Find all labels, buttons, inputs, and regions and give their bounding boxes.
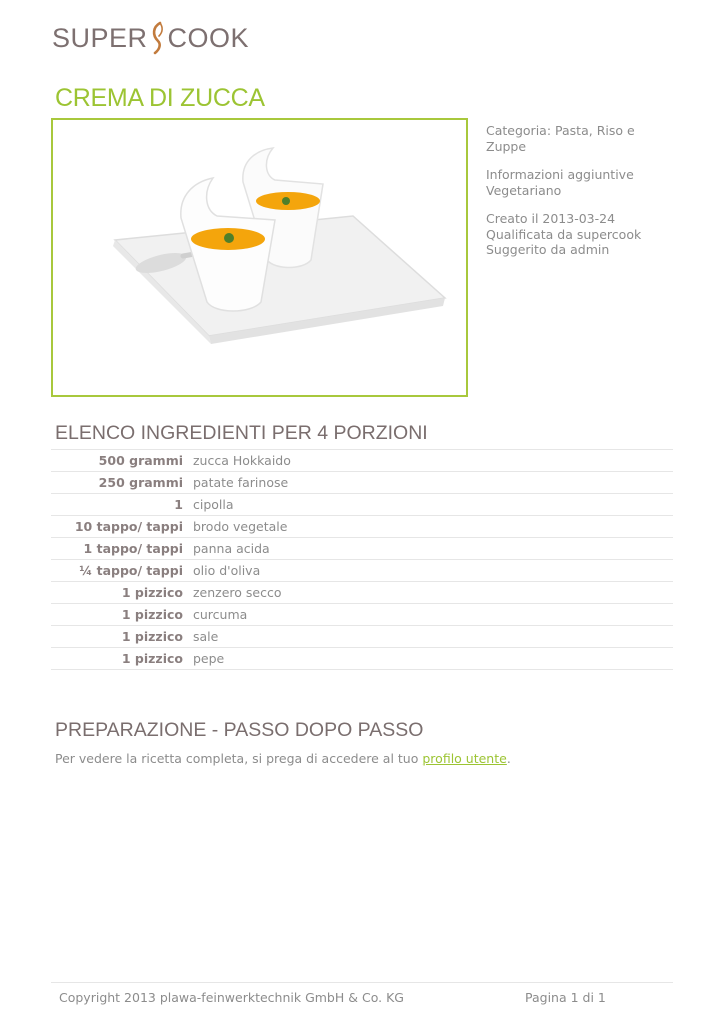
recipe-title: CREMA DI ZUCCA <box>55 84 265 112</box>
ingredient-name: zucca Hokkaido <box>193 450 673 472</box>
ingredient-qty: 1 pizzico <box>51 582 193 604</box>
ingredient-name: brodo vegetale <box>193 516 673 538</box>
category-value: Pasta, Riso e Zuppe <box>486 123 635 154</box>
category-label: Categoria: <box>486 123 552 138</box>
table-row <box>51 516 673 538</box>
ingredients-heading: ELENCO INGREDIENTI PER 4 PORZIONI <box>55 422 428 444</box>
extra-value: Vegetariano <box>486 182 562 198</box>
ingredient-qty: 1 <box>51 494 193 516</box>
logo-text-left: SUPER <box>52 22 148 53</box>
preparation-heading: PREPARAZIONE - PASSO DOPO PASSO <box>55 719 424 741</box>
extra-info <box>486 167 661 198</box>
meta-info <box>486 211 661 258</box>
leaf-icon <box>149 21 167 55</box>
recipe-photo <box>51 118 468 397</box>
ingredient-qty: 10 tappo/ tappi <box>51 516 193 538</box>
supercook-logo <box>52 18 249 58</box>
ingredient-name: patate farinose <box>193 472 673 494</box>
user-profile-link[interactable]: profilo utente <box>422 751 507 766</box>
footer-copyright: Copyright 2013 plawa-feinwerktechnik GmbH & Co. KG <box>59 990 404 1005</box>
soup-cups-illustration <box>53 120 466 395</box>
category-info <box>486 123 661 154</box>
extra-label: Informazioni aggiuntive <box>486 167 634 182</box>
table-row <box>51 582 673 604</box>
ingredient-qty: ¼ tappo/ tappi <box>51 560 193 582</box>
ingredient-qty: 500 grammi <box>51 450 193 472</box>
created-date: Creato il 2013-03-24 <box>486 211 616 226</box>
preparation-text <box>55 751 511 766</box>
footer-page-number: Pagina 1 di 1 <box>525 990 606 1005</box>
suggested-by: Suggerito da admin <box>486 242 610 257</box>
table-row <box>51 450 673 472</box>
ingredient-name: pepe <box>193 648 673 670</box>
ingredient-name: panna acida <box>193 538 673 560</box>
ingredient-name: curcuma <box>193 604 673 626</box>
ingredient-qty: 1 pizzico <box>51 604 193 626</box>
preparation-message: Per vedere la ricetta completa, si prega di accedere al tuo <box>55 751 419 766</box>
ingredient-name: zenzero secco <box>193 582 673 604</box>
table-row <box>51 648 673 670</box>
logo-text-right: COOK <box>167 22 250 53</box>
table-row <box>51 472 673 494</box>
ingredient-qty: 1 pizzico <box>51 648 193 670</box>
ingredient-qty: 1 pizzico <box>51 626 193 648</box>
table-row <box>51 560 673 582</box>
ingredient-qty: 250 grammi <box>51 472 193 494</box>
ingredient-name: cipolla <box>193 494 673 516</box>
table-row <box>51 494 673 516</box>
footer-divider <box>51 982 673 983</box>
table-row <box>51 604 673 626</box>
ingredients-table <box>51 449 673 670</box>
ingredient-name: sale <box>193 626 673 648</box>
qualified-by: Qualificata da supercook <box>486 226 642 242</box>
table-row <box>51 626 673 648</box>
preparation-period: . <box>506 751 511 766</box>
ingredient-name: olio d'oliva <box>193 560 673 582</box>
ingredient-qty: 1 tappo/ tappi <box>51 538 193 560</box>
table-row <box>51 538 673 560</box>
recipe-info <box>486 123 661 271</box>
